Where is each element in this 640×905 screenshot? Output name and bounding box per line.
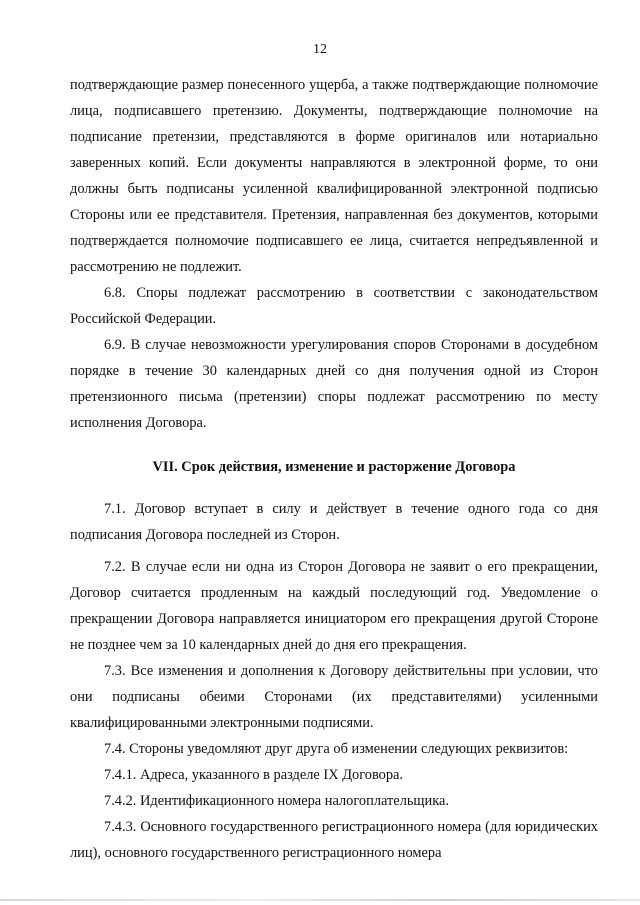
paragraph-7-4-2: 7.4.2. Идентификационного номера налогоплательщика. [104,793,449,809]
section-heading: VII. Срок действия, изменение и расторжение Договора [152,459,516,475]
paragraph-7-2: 7.2. В случае если ни одна из Сторон Договора не заявит о его прекращении, Договор считается продленным на каждый последующий год. Уведомление о прекращении Договора направляется инициатором его прекращения другой Стороне не позднее чем за 10 календарных дней до дня его прекращения. [70,559,598,653]
paragraph-7-4-3: 7.4.3. Основного государственного регистрационного номера (для юридических лиц), основного государственного регистрационного номера [70,819,598,861]
paragraph-6-7-continuation: подтверждающие размер понесенного ущерба, а также подтверждающие полномочие лица, подписавшего претензию. Документы, подтверждающие полномочие на подписание претензии, представляются в форме оригиналов или нотариально заверенных копий. Если документы направляются в электронной форме, то они должны быть подписаны усиленной квалифицированной электронной подписью Стороны или ее представителя. Претензия, направленная без документов, которыми подтверждается полномочие подписавшего ее лица, считается непредъявленной и рассмотрению не подлежит. [70,77,598,275]
paragraph-7-4: 7.4. Стороны уведомляют друг друга об изменении следующих реквизитов: [104,741,569,757]
document-body [70,72,598,866]
scan-edge-line [0,899,640,901]
paragraph-7-4-1: 7.4.1. Адреса, указанного в разделе IX Договора. [104,767,404,783]
paragraph-6-9: 6.9. В случае невозможности урегулирования споров Сторонами в досудебном порядке в течение 30 календарных дней со дня получения одной из Сторон претензионного письма (претензии) споры подлежат рассмотрению по месту исполнения Договора. [70,337,598,431]
paragraph-7-3: 7.3. Все изменения и дополнения к Договору действительны при условии, что они подписаны обеими Сторонами (их представителями) усиленными квалифицированными электронными подписями. [70,663,598,731]
paragraph-7-1: 7.1. Договор вступает в силу и действует в течение одного года со дня подписания Договора последней из Сторон. [70,501,598,543]
page-number: 12 [313,42,327,57]
paragraph-6-8: 6.8. Споры подлежат рассмотрению в соответствии с законодательством Российской Федерации. [70,285,598,327]
